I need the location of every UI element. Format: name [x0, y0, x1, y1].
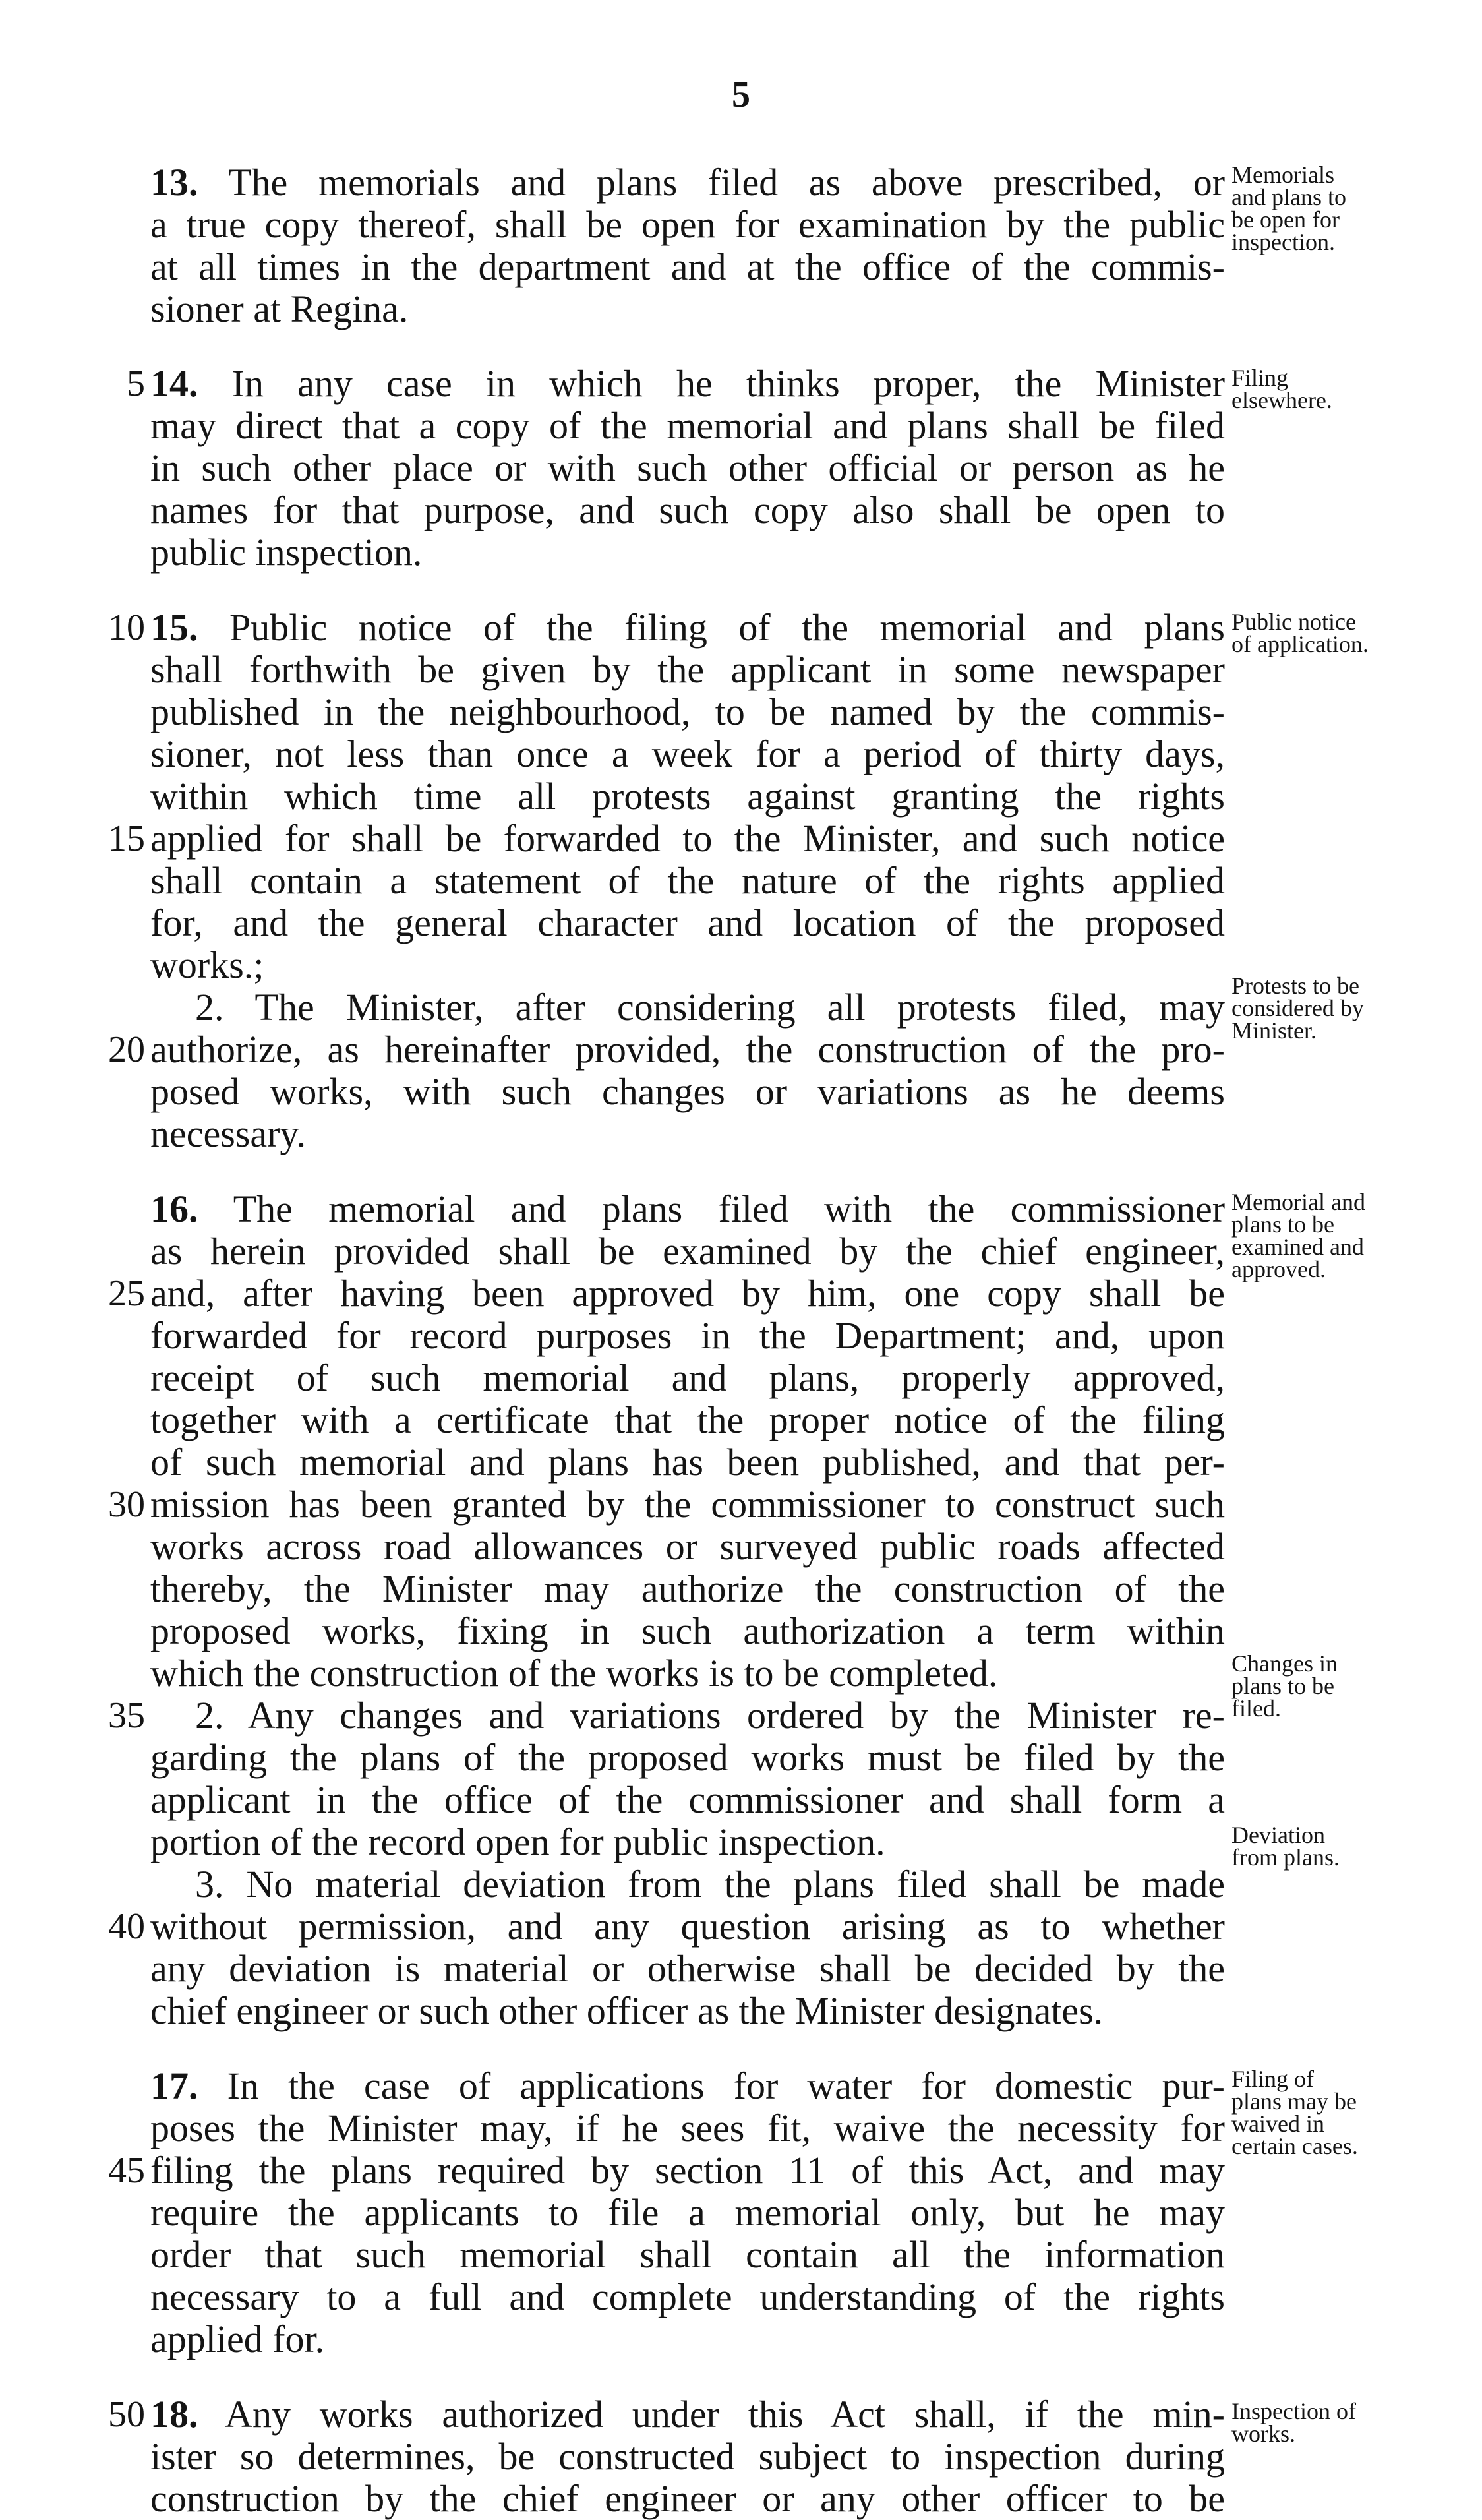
margin-note: Memorial and plans to be examined and approved.: [1231, 1189, 1365, 1282]
text-line: thereby, the Minister may authorize the construction of the: [150, 1567, 1225, 1610]
text-line: applicant in the office of the commissioner and shall form a: [150, 1778, 1225, 1821]
text-line: 2. The Minister, after considering all protests filed, may: [195, 986, 1225, 1029]
text-line: may direct that a copy of the memorial and plans shall be filed: [150, 404, 1225, 447]
text-line: together with a certificate that the proper notice of the filing: [150, 1398, 1225, 1441]
line-number: 10: [108, 607, 145, 648]
text-line: shall forthwith be given by the applicant in some newspaper: [150, 648, 1225, 691]
text-line: filing the plans required by section 11 of this Act, and may: [150, 2149, 1225, 2192]
text-line: receipt of such memorial and plans, properly approved,: [150, 1356, 1225, 1399]
text-line: 3. No material deviation from the plans filed shall be made: [195, 1863, 1225, 1905]
text-line: without permission, and any question arising as to whether: [150, 1905, 1225, 1948]
text-line: sioner, not less than once a week for a period of thirty days,: [150, 733, 1225, 775]
text-line: and, after having been approved by him, one copy shall be: [150, 1272, 1225, 1315]
line-number: 15: [108, 818, 145, 859]
line-number: 35: [108, 1695, 145, 1736]
text-line: construction by the chief engineer or any other officer to be: [150, 2477, 1225, 2520]
text-line: public inspection.: [150, 531, 423, 574]
text-line: garding the plans of the proposed works must be filed by the: [150, 1736, 1225, 1779]
text-line: in such other place or with such other official or person as he: [150, 446, 1225, 489]
text-line: as herein provided shall be examined by the chief engineer,: [150, 1230, 1225, 1273]
section-number: 14.: [150, 362, 198, 405]
text-line: 14. In any case in which he thinks proper, the Minister: [150, 362, 1226, 405]
text-line: 16. The memorial and plans filed with the commissioner: [150, 1187, 1226, 1230]
text-line: necessary.: [150, 1112, 307, 1155]
text-line: published in the neighbourhood, to be named by the commis-: [150, 690, 1225, 733]
section-number: 13.: [150, 161, 198, 204]
margin-note: Changes in plans to be filed.: [1231, 1650, 1338, 1722]
text-line: applied for.: [150, 2318, 325, 2360]
section-number: 15.: [150, 606, 198, 649]
text-line: require the applicants to file a memorial only, but he may: [150, 2191, 1225, 2234]
text-line: proposed works, fixing in such authorization a term within: [150, 1609, 1225, 1652]
text-line: authorize, as hereinafter provided, the construction of the pro-: [150, 1028, 1225, 1071]
text-line: works across road allowances or surveyed public roads affected: [150, 1525, 1225, 1568]
margin-note: Protests to be considered by Minister.: [1231, 973, 1364, 1044]
margin-note: Memorials and plans to be open for inspection.: [1231, 162, 1346, 255]
text-line: for, and the general character and location of the proposed: [150, 901, 1225, 944]
section-number: 16.: [150, 1187, 198, 1230]
text-line: applied for shall be forwarded to the Minister, and such notice: [150, 817, 1225, 860]
text-line: poses the Minister may, if he sees fit, waive the necessity for: [150, 2107, 1225, 2149]
margin-note: Public notice of application.: [1231, 609, 1369, 657]
text-line: mission has been granted by the commissioner to construct such: [150, 1483, 1225, 1526]
line-number: 40: [108, 1906, 145, 1947]
text-line: sioner at Regina.: [150, 287, 409, 330]
section-number: 18.: [150, 2393, 198, 2436]
text-line: any deviation is material or otherwise shall be decided by the: [150, 1947, 1225, 1990]
margin-note: Inspection of works.: [1231, 2398, 1356, 2447]
line-number: 50: [108, 2394, 145, 2435]
margin-note: Filing elsewhere.: [1231, 365, 1332, 413]
line-number: 30: [108, 1484, 145, 1525]
line-number: 25: [108, 1273, 145, 1314]
line-number: 5: [127, 363, 145, 404]
text-line: posed works, with such changes or variations as he deems: [150, 1070, 1225, 1113]
text-line: necessary to a full and complete understanding of the rights: [150, 2275, 1225, 2318]
text-line: of such memorial and plans has been published, and that per-: [150, 1441, 1225, 1484]
text-line: 18. Any works authorized under this Act shall, if the min-: [150, 2393, 1225, 2436]
text-line: 2. Any changes and variations ordered by the Minister re-: [195, 1694, 1225, 1737]
line-number: 20: [108, 1029, 145, 1070]
text-line: 15. Public notice of the filing of the memorial and plans: [150, 606, 1226, 649]
text-line: shall contain a statement of the nature of the rights applied: [150, 859, 1225, 902]
line-number: 45: [108, 2150, 145, 2191]
text-line: 17. In the case of applications for water for domestic pur-: [150, 2064, 1225, 2107]
text-line: names for that purpose, and such copy also shall be open to: [150, 489, 1225, 531]
page-number: 5: [732, 75, 750, 115]
text-line: ister so determines, be constructed subject to inspection during: [150, 2435, 1225, 2478]
text-line: 13. The memorials and plans filed as above prescribed, or: [150, 161, 1226, 204]
text-line: chief engineer or such other officer as the Minister designates.: [150, 1989, 1104, 2032]
margin-note: Deviation from plans.: [1231, 1822, 1340, 1871]
text-line: portion of the record open for public inspection.: [150, 1820, 885, 1863]
margin-note: Filing of plans may be waived in certain cases.: [1231, 2066, 1358, 2159]
text-line: forwarded for record purposes in the Department; and, upon: [150, 1314, 1225, 1357]
text-line: order that such memorial shall contain all the information: [150, 2233, 1225, 2276]
text-line: a true copy thereof, shall be open for examination by the public: [150, 203, 1225, 246]
text-line: which the construction of the works is to be completed.: [150, 1652, 998, 1695]
text-line: at all times in the department and at the office of the commis-: [150, 245, 1225, 288]
text-line: works.;: [150, 944, 264, 986]
section-number: 17.: [150, 2064, 198, 2107]
text-line: within which time all protests against granting the rights: [150, 775, 1225, 818]
